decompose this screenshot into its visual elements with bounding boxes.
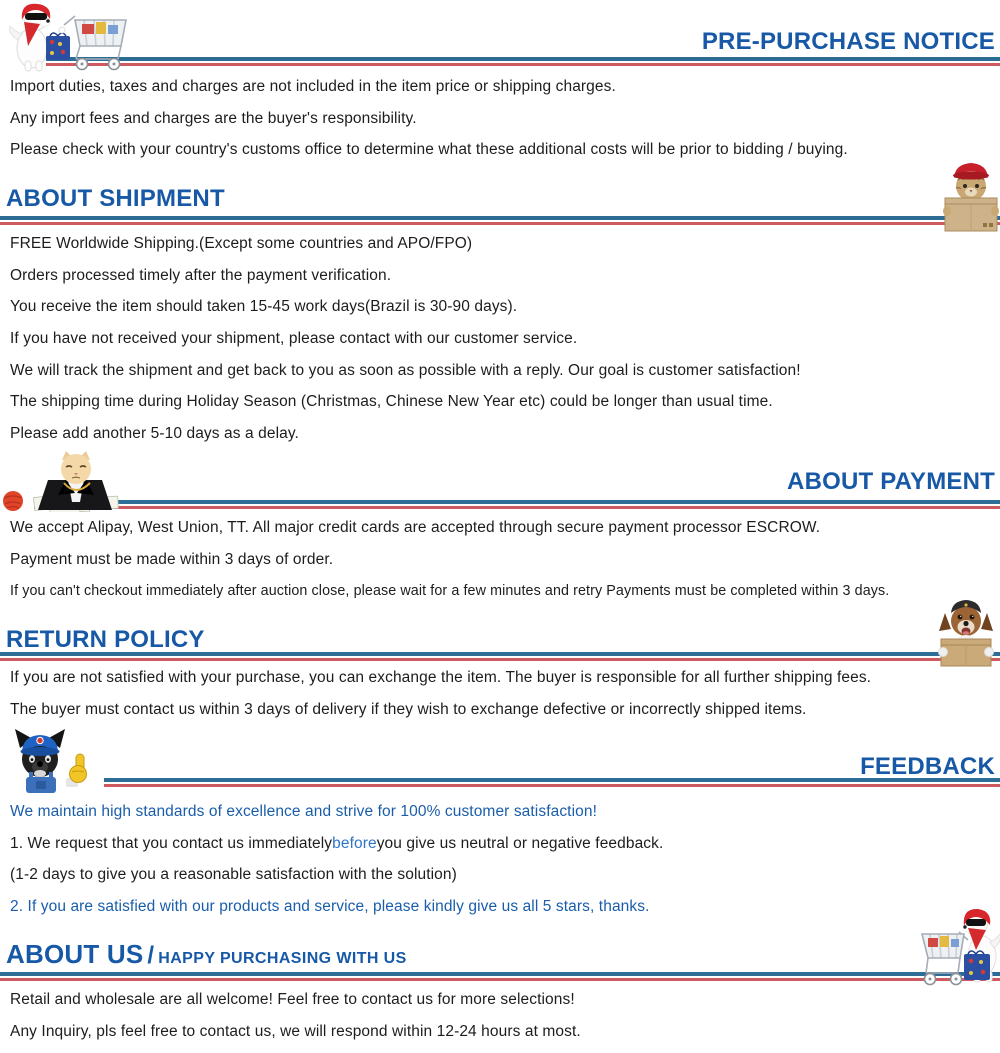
- section-title-payment: ABOUT PAYMENT: [787, 468, 995, 495]
- return-policy-text: [0, 662, 1000, 725]
- body-line: We will track the shipment and get back to you as soon as possible with a reply. Our goal is customer satisfaction!: [10, 361, 801, 379]
- section-title-about-us: [6, 939, 407, 970]
- body-line: Retail and wholesale are all welcome! Feel free to contact us for more selections!: [10, 990, 575, 1008]
- body-line: FREE Worldwide Shipping.(Except some countries and APO/FPO): [10, 234, 473, 252]
- divider-red-line: [0, 222, 1000, 225]
- section-title-feedback: FEEDBACK: [860, 753, 995, 780]
- body-line: Please add another 5-10 days as a delay.: [10, 424, 299, 442]
- body-line: If you can't checkout immediately after auction close, please wait for a few minutes and retry Payments must be completed within 3 days.: [10, 583, 890, 600]
- body-line: The buyer must contact us within 3 days of delivery if they wish to exchange defective or incorrectly shipped items.: [10, 700, 807, 718]
- section-title-return-policy: RETURN POLICY: [6, 626, 205, 653]
- bulldog-thumbs-up-icon: [0, 726, 106, 793]
- dog-parcel-icon: [933, 597, 999, 669]
- cat-shipping-box-icon: [941, 160, 1000, 235]
- body-line: Please check with your country's customs office to determine what these additional costs will be prior to bidding / buying.: [10, 141, 848, 159]
- body-line: [0, 828, 1000, 860]
- about-us-text: [0, 984, 1000, 1047]
- divider-red-line: [46, 63, 1000, 66]
- payment-text: [0, 512, 1000, 607]
- divider-about-us: [0, 972, 1000, 981]
- body-line: Orders processed timely after the payment verification.: [10, 266, 392, 284]
- divider-shipment: [0, 216, 1000, 225]
- body-line: (1-2 days to give you a reasonable satisfaction with the solution): [10, 866, 457, 884]
- pre-purchase-text: [0, 71, 1000, 166]
- body-line: Any Inquiry, pls feel free to contact us, we will respond within 12-24 hours at most.: [10, 1022, 581, 1040]
- about-us-subtitle: HAPPY PURCHASING WITH US: [158, 950, 407, 967]
- line-part-highlight: before: [332, 834, 377, 852]
- section-title-pre-purchase: PRE-PURCHASE NOTICE: [701, 28, 995, 55]
- body-line: We maintain high standards of excellence and strive for 100% customer satisfaction!: [10, 802, 597, 820]
- divider-red-line: [34, 506, 1000, 509]
- title-separator: /: [147, 942, 155, 969]
- body-line: Any import fees and charges are the buyer's responsibility.: [10, 109, 417, 127]
- body-line: You receive the item should taken 15-45 work days(Brazil is 30-90 days).: [10, 298, 518, 316]
- dog-shopping-cart-icon: [912, 896, 1000, 991]
- divider-pre-purchase: [46, 57, 1000, 66]
- line-part: 1. We request that you contact us immediately: [10, 834, 333, 852]
- body-line: Payment must be made within 3 days of order.: [10, 550, 334, 568]
- divider-red-line: [0, 658, 1000, 661]
- body-line: If you are not satisfied with your purchase, you can exchange the item. The buyer is responsible for all further shipping fees.: [10, 668, 872, 686]
- about-us-title: ABOUT US: [6, 939, 144, 969]
- body-line: 2. If you are satisfied with our products and service, please kindly give us all 5 stars, thanks.: [10, 897, 650, 915]
- dog-shopping-cart-icon: [0, 0, 135, 72]
- body-line: If you have not received your shipment, please contact with our customer service.: [10, 329, 578, 347]
- section-title-shipment: ABOUT SHIPMENT: [6, 185, 225, 212]
- feedback-text: [0, 796, 1000, 923]
- shipment-text: [0, 228, 1000, 450]
- cat-money-suit-icon: [0, 450, 135, 512]
- divider-red-line: [0, 978, 1000, 981]
- body-line: The shipping time during Holiday Season (Christmas, Chinese New Year etc) could be longer than usual time.: [10, 393, 773, 411]
- line-part: you give us neutral or negative feedback.: [376, 834, 664, 852]
- body-line: We accept Alipay, West Union, TT. All major credit cards are accepted through secure payment processor ESCROW.: [10, 518, 821, 536]
- divider-payment: [34, 500, 1000, 509]
- body-line: Import duties, taxes and charges are not included in the item price or shipping charges.: [10, 77, 616, 95]
- divider-red-line: [104, 784, 1000, 787]
